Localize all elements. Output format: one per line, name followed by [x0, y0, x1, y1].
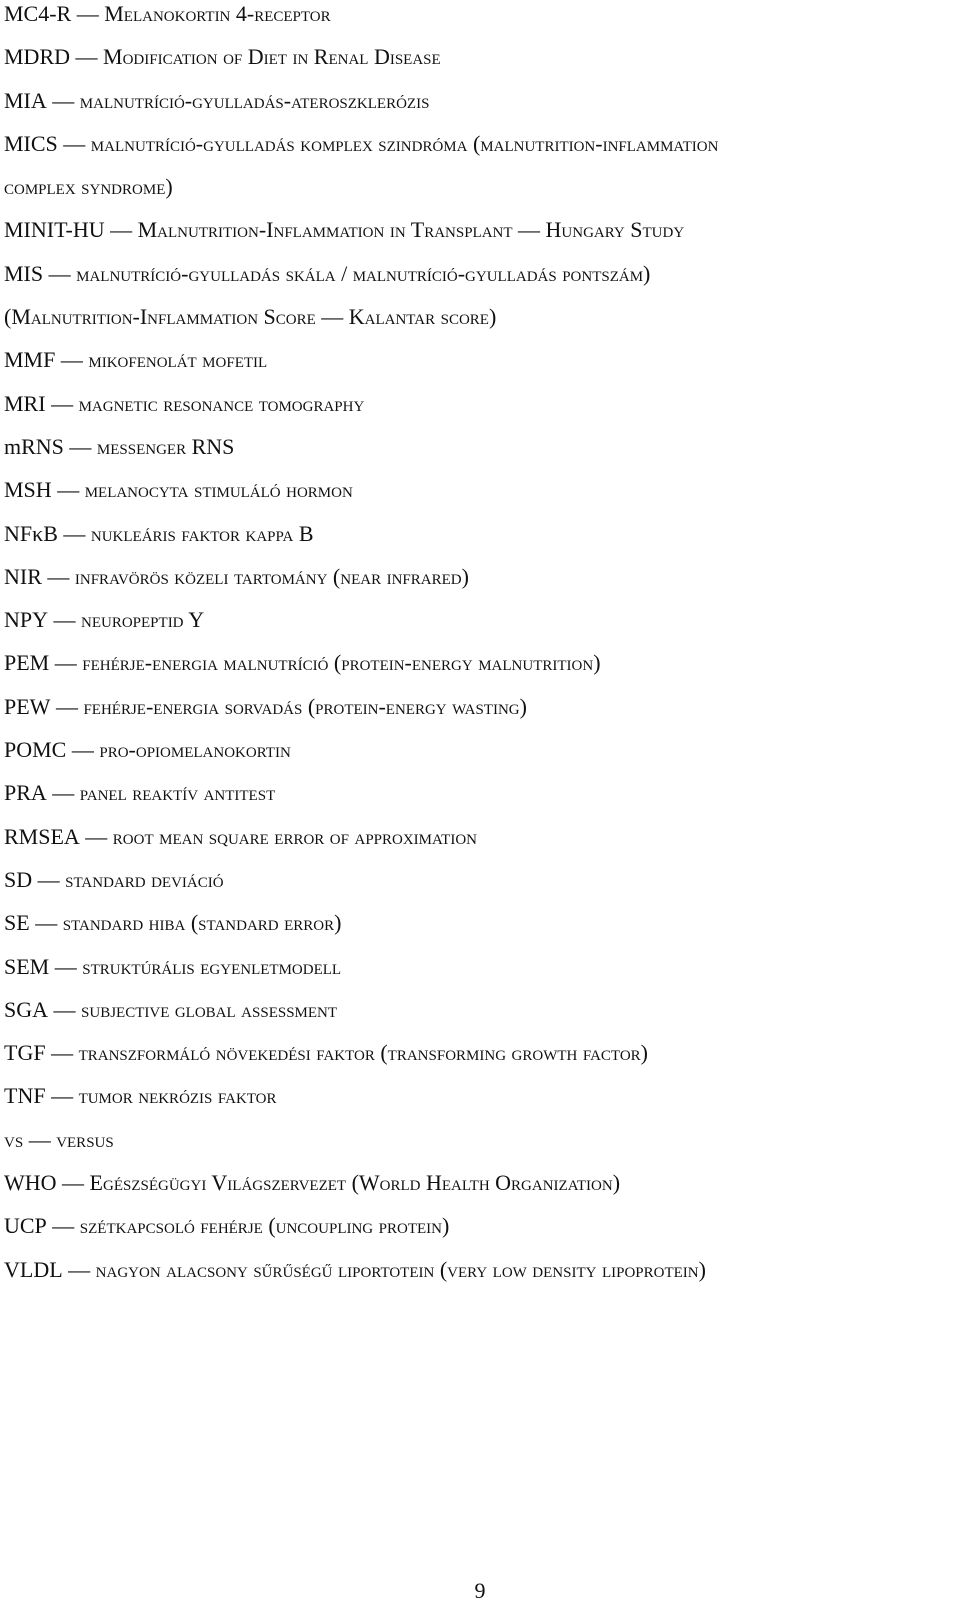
- definition: pro-opiomelanokortin: [99, 737, 291, 763]
- list-item: [4, 1039, 934, 1082]
- abbreviation: MICS: [4, 130, 58, 156]
- separator: —: [62, 1170, 85, 1196]
- definition: messenger RNS: [96, 433, 235, 459]
- definition: neuropeptid Y: [81, 607, 205, 633]
- abbreviation: MIS: [4, 260, 44, 286]
- abbreviation: PEM: [4, 650, 50, 676]
- definition: Egészségügyi Világszervezet (World Health Organization): [89, 1170, 621, 1196]
- list-item: [4, 1256, 934, 1299]
- definition: complex syndrome): [4, 174, 173, 200]
- list-item: [4, 736, 934, 779]
- abbreviation: MIA: [4, 87, 47, 113]
- definition: malnutríció-gyulladás-ateroszklerózis: [79, 87, 430, 113]
- separator: —: [52, 780, 75, 806]
- definition: tumor nekrózis faktor: [78, 1083, 277, 1109]
- abbreviation: MINIT-HU: [4, 217, 105, 243]
- definition: subjective global assessment: [81, 996, 338, 1022]
- separator: —: [51, 1040, 74, 1066]
- separator: —: [54, 650, 77, 676]
- abbreviation: vs: [4, 1126, 24, 1152]
- definition: (Malnutrition-Inflammation Score — Kalantar score): [4, 304, 497, 330]
- definition: malnutríció-gyulladás skála / malnutríció-gyulladás pontszám): [76, 260, 651, 286]
- definition: infravörös közeli tartomány (near infrared): [74, 563, 469, 589]
- abbreviation: mRNS: [4, 433, 64, 459]
- separator: —: [53, 607, 76, 633]
- list-item: [4, 1169, 934, 1212]
- list-item: [4, 606, 934, 649]
- list-item: [4, 953, 934, 996]
- abbreviation: MMF: [4, 347, 56, 373]
- definition: Malnutrition-Inflammation in Transplant — Hungary Study: [137, 217, 685, 243]
- definition: nukleáris faktor kappa B: [90, 520, 314, 546]
- list-item: [4, 649, 934, 692]
- definition: mikofenolát mofetil: [88, 347, 268, 373]
- list-item: [4, 909, 934, 952]
- list-item: [4, 260, 934, 303]
- list-item: [4, 216, 934, 259]
- separator: —: [71, 737, 94, 763]
- separator: —: [54, 953, 77, 979]
- abbreviation: PRA: [4, 780, 47, 806]
- definition: root mean square error of approximation: [112, 823, 477, 849]
- list-item: [4, 996, 934, 1039]
- definition: szétkapcsoló fehérje (uncoupling protein): [79, 1213, 450, 1239]
- separator: —: [52, 87, 75, 113]
- definition: Modification of Diet in Renal Disease: [103, 44, 441, 70]
- abbreviation: NPY: [4, 607, 49, 633]
- definition: versus: [56, 1126, 114, 1152]
- list-item: [4, 433, 934, 476]
- separator: —: [110, 217, 133, 243]
- abbreviation: MDRD: [4, 44, 71, 70]
- definition: Melanokortin 4-receptor: [104, 1, 331, 26]
- abbreviation: MC4-R: [4, 1, 72, 26]
- definition: struktúrális egyenletmodell: [82, 953, 342, 979]
- list-item: [4, 130, 934, 173]
- definition: malnutríció-gyulladás komplex szindróma (malnutrition-inflammation: [90, 130, 719, 156]
- separator: —: [69, 433, 92, 459]
- list-item: [4, 390, 934, 433]
- list-item: [4, 563, 934, 606]
- definition: nagyon alacsony sűrűségű liportotein (very low density lipoprotein): [95, 1256, 706, 1282]
- abbreviation: TGF: [4, 1040, 46, 1066]
- separator: —: [85, 823, 108, 849]
- separator: —: [51, 390, 74, 416]
- separator: —: [35, 910, 58, 936]
- list-item: [4, 823, 934, 866]
- abbreviation-list: [4, 0, 934, 1299]
- separator: —: [53, 996, 76, 1022]
- abbreviation: SGA: [4, 996, 49, 1022]
- abbreviation: MSH: [4, 477, 52, 503]
- abbreviation: VLDL: [4, 1256, 63, 1282]
- list-item: [4, 866, 934, 909]
- separator: —: [63, 130, 86, 156]
- list-item: [4, 1082, 934, 1125]
- abbreviation: TNF: [4, 1083, 46, 1109]
- abbreviation: POMC: [4, 737, 67, 763]
- separator: —: [52, 1213, 75, 1239]
- separator: —: [48, 260, 71, 286]
- list-item-continuation: [4, 303, 934, 346]
- separator: —: [51, 1083, 74, 1109]
- list-item: [4, 1126, 934, 1169]
- definition: panel reaktív antitest: [79, 780, 276, 806]
- list-item: [4, 1212, 934, 1255]
- separator: —: [60, 347, 83, 373]
- list-item-continuation: [4, 173, 934, 216]
- list-item: [4, 346, 934, 389]
- separator: —: [57, 477, 80, 503]
- separator: —: [68, 1256, 91, 1282]
- definition: fehérje-energia malnutríció (protein-energy malnutrition): [82, 650, 601, 676]
- definition: standard deviáció: [65, 866, 224, 892]
- list-item: [4, 87, 934, 130]
- abbreviation: NIR: [4, 563, 42, 589]
- list-item: [4, 779, 934, 822]
- page-number: 9: [474, 1578, 486, 1603]
- separator: —: [28, 1126, 51, 1152]
- abbreviation: UCP: [4, 1213, 47, 1239]
- abbreviation: RMSEA: [4, 823, 80, 849]
- list-item: [4, 520, 934, 563]
- separator: —: [63, 520, 86, 546]
- abbreviation: PEW: [4, 693, 51, 719]
- abbreviation: SD: [4, 866, 33, 892]
- list-item: [4, 0, 934, 43]
- list-item: [4, 476, 934, 519]
- separator: —: [37, 866, 60, 892]
- separator: —: [47, 563, 70, 589]
- abbreviation: MRI: [4, 390, 46, 416]
- definition: fehérje-energia sorvadás (protein-energy wasting): [83, 693, 527, 719]
- abbreviation: NFκB: [4, 520, 58, 546]
- abbreviation: SEM: [4, 953, 50, 979]
- definition: standard hiba (standard error): [62, 910, 342, 936]
- list-item: [4, 43, 934, 86]
- definition: melanocyta stimuláló hormon: [84, 477, 353, 503]
- abbreviation: SE: [4, 910, 30, 936]
- separator: —: [76, 1, 99, 26]
- definition: transzformáló növekedési faktor (transforming growth factor): [78, 1040, 648, 1066]
- separator: —: [55, 693, 78, 719]
- separator: —: [75, 44, 98, 70]
- abbreviation: WHO: [4, 1170, 57, 1196]
- list-item: [4, 693, 934, 736]
- definition: magnetic resonance tomography: [78, 390, 365, 416]
